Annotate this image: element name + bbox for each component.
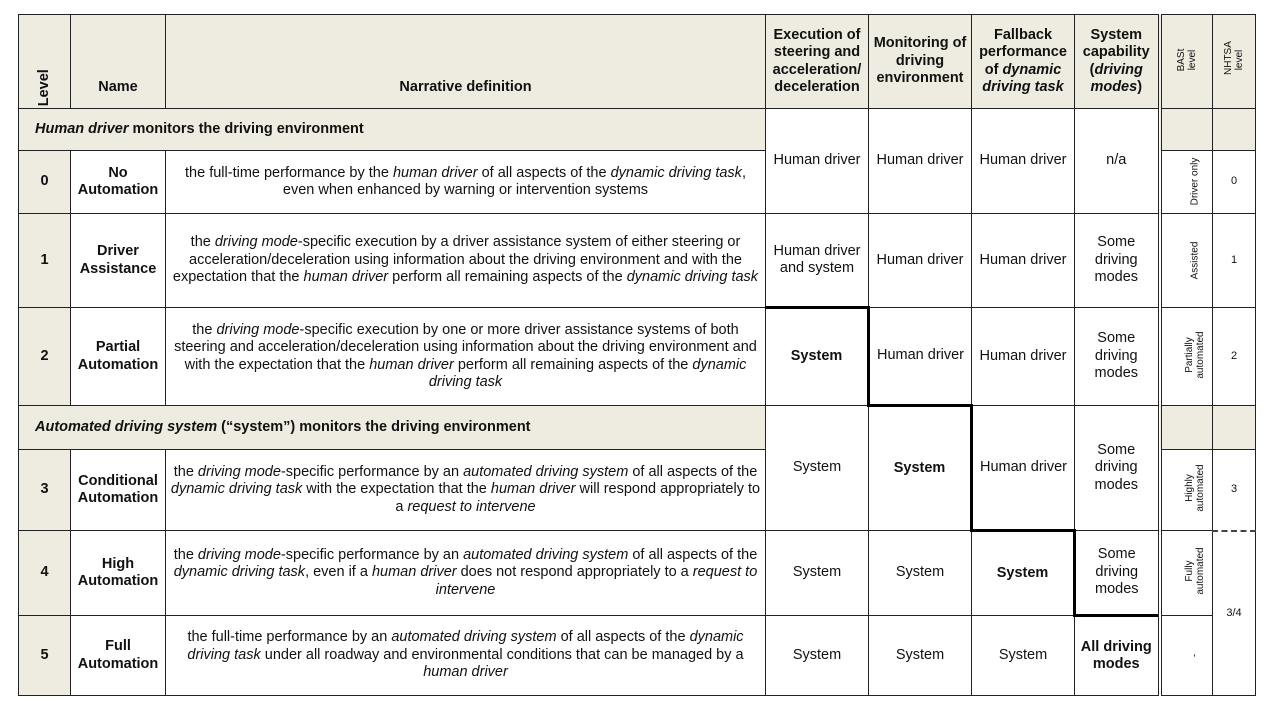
section-heading: Human driver monitors the driving environment bbox=[19, 109, 766, 151]
monitoring-cell: Human driver bbox=[869, 308, 972, 406]
defined-term: automated driving system bbox=[463, 463, 629, 480]
fallback-cell: Human driver bbox=[972, 308, 1075, 406]
monitoring-cell: System bbox=[869, 531, 972, 616]
narrative-text: the bbox=[173, 546, 198, 563]
section-row bbox=[19, 109, 1256, 151]
level-row bbox=[19, 531, 1256, 616]
nhtsa-level: 1 bbox=[1213, 214, 1256, 308]
execution-cell: Human driver and system bbox=[766, 214, 869, 308]
capability-cell: n/a bbox=[1075, 109, 1160, 214]
narrative-text: with the expectation that the bbox=[302, 481, 491, 498]
monitoring-cell: Human driver bbox=[869, 109, 972, 214]
bast-level: Assisted bbox=[1160, 214, 1213, 308]
defined-term: human driver bbox=[392, 164, 478, 181]
bast-blank bbox=[1160, 406, 1213, 450]
bast-level: Highly automated bbox=[1160, 450, 1213, 531]
narrative-text: the full-time performance by an bbox=[187, 629, 392, 646]
header-capability: System capability (driving modes) bbox=[1075, 15, 1160, 109]
narrative-definition bbox=[166, 151, 766, 214]
capability-cell: Some driving modes bbox=[1075, 308, 1160, 406]
narrative-text: under all roadway and environmental conditions that can be managed by a bbox=[260, 646, 744, 663]
defined-term: human driver bbox=[423, 664, 508, 681]
defined-term: dynamic driving task bbox=[428, 356, 747, 390]
narrative-text: of all aspects of the bbox=[556, 629, 690, 646]
defined-term: driving mode bbox=[197, 546, 281, 563]
level-number: 1 bbox=[19, 214, 71, 308]
defined-term: request to intervene bbox=[435, 564, 758, 598]
defined-term: driving mode bbox=[216, 321, 300, 338]
fallback-cell: Human driver bbox=[972, 406, 1075, 531]
narrative-text: will respond appropriately to a bbox=[395, 481, 761, 515]
defined-term: automated driving system bbox=[391, 629, 557, 646]
capability-cell: Some driving modes bbox=[1075, 406, 1160, 531]
narrative-text: , even when enhanced by warning or intervention systems bbox=[282, 164, 746, 198]
defined-term: human driver bbox=[371, 564, 457, 581]
narrative-text: the bbox=[192, 321, 217, 338]
level-number: 0 bbox=[19, 151, 71, 214]
defined-term: dynamic driving task bbox=[626, 269, 759, 286]
level-row bbox=[19, 214, 1256, 308]
capability-cell: Some driving modes bbox=[1075, 531, 1160, 616]
bast-level: Driver only bbox=[1160, 151, 1213, 214]
execution-cell: System bbox=[766, 531, 869, 616]
nhtsa-level: 3/4 bbox=[1213, 531, 1256, 696]
narrative-definition bbox=[166, 450, 766, 531]
fallback-cell: System bbox=[972, 531, 1075, 616]
execution-cell: System bbox=[766, 406, 869, 531]
narrative-text: -specific execution by a driver assistance system of either steering or acceleration/deceleration using information about the driving environment and with the expectation that the bbox=[172, 234, 742, 286]
header-fallback: Fallback performance of dynamic driving task bbox=[972, 15, 1075, 109]
narrative-text: does not respond appropriately to a bbox=[456, 564, 693, 581]
bast-level: - bbox=[1160, 616, 1213, 696]
narrative-definition bbox=[166, 531, 766, 616]
level-name: No Automation bbox=[71, 151, 166, 214]
header-narrative: Narrative definition bbox=[166, 15, 766, 109]
monitoring-cell: System bbox=[869, 406, 972, 531]
execution-cell: System bbox=[766, 308, 869, 406]
level-name: Conditional Automation bbox=[71, 450, 166, 531]
level-name: High Automation bbox=[71, 531, 166, 616]
defined-term: human driver bbox=[303, 269, 389, 286]
header-name: Name bbox=[71, 15, 166, 109]
narrative-text: the bbox=[173, 463, 198, 480]
defined-term: dynamic driving task bbox=[187, 629, 744, 663]
defined-term: human driver bbox=[490, 481, 576, 498]
narrative-text: the full-time performance by the bbox=[185, 164, 393, 181]
narrative-text: -specific performance by an bbox=[280, 546, 464, 563]
defined-term: request to intervene bbox=[407, 498, 536, 515]
defined-term: dynamic driving task bbox=[610, 164, 742, 181]
defined-term: driving mode bbox=[197, 463, 281, 480]
section-row bbox=[19, 406, 1256, 450]
capability-cell: Some driving modes bbox=[1075, 214, 1160, 308]
defined-term: dynamic driving task bbox=[173, 564, 306, 581]
level-number: 5 bbox=[19, 616, 71, 696]
header-execution: Execution of steering and acceleration/ deceleration bbox=[766, 15, 869, 109]
bast-level: Partially automated bbox=[1160, 308, 1213, 406]
bast-blank bbox=[1160, 109, 1213, 151]
automation-levels-table bbox=[18, 14, 1256, 696]
nhtsa-blank bbox=[1213, 406, 1256, 450]
narrative-text: perform all remaining aspects of the bbox=[388, 269, 627, 286]
level-row bbox=[19, 308, 1256, 406]
monitoring-cell: Human driver bbox=[869, 214, 972, 308]
level-name: Partial Automation bbox=[71, 308, 166, 406]
narrative-text: of all aspects of the bbox=[628, 463, 758, 480]
narrative-text: perform all remaining aspects of the bbox=[453, 356, 693, 373]
narrative-text: -specific execution by one or more driver assistance systems of both steering and acceleration/deceleration using information about the driving environment and with the expectation that the bbox=[174, 321, 757, 373]
fallback-cell: Human driver bbox=[972, 214, 1075, 308]
monitoring-cell: System bbox=[869, 616, 972, 696]
narrative-text: -specific performance by an bbox=[280, 463, 464, 480]
level-number: 4 bbox=[19, 531, 71, 616]
fallback-cell: Human driver bbox=[972, 109, 1075, 214]
defined-term: human driver bbox=[369, 356, 454, 373]
defined-term: dynamic driving task bbox=[170, 481, 303, 498]
level-name: Full Automation bbox=[71, 616, 166, 696]
level-row bbox=[19, 616, 1256, 696]
level-number: 2 bbox=[19, 308, 71, 406]
narrative-text: the bbox=[190, 234, 215, 251]
nhtsa-level: 3 bbox=[1213, 450, 1256, 531]
execution-cell: System bbox=[766, 616, 869, 696]
level-name: Driver Assistance bbox=[71, 214, 166, 308]
capability-cell: All driving modes bbox=[1075, 616, 1160, 696]
execution-cell: Human driver bbox=[766, 109, 869, 214]
defined-term: driving mode bbox=[214, 234, 298, 251]
narrative-text: , even if a bbox=[305, 564, 372, 581]
section-heading: Automated driving system (“system”) monitors the driving environment bbox=[19, 406, 766, 450]
defined-term: automated driving system bbox=[463, 546, 629, 563]
narrative-text: of all aspects of the bbox=[628, 546, 758, 563]
narrative-text: of all aspects of the bbox=[477, 164, 611, 181]
header-level: Level bbox=[19, 15, 71, 109]
narrative-definition bbox=[166, 616, 766, 696]
fallback-cell: System bbox=[972, 616, 1075, 696]
narrative-definition bbox=[166, 308, 766, 406]
level-number: 3 bbox=[19, 450, 71, 531]
header-nhtsa: NHTSA level bbox=[1213, 15, 1256, 109]
bast-level: Fully automated bbox=[1160, 531, 1213, 616]
header-monitoring: Monitoring of driving environment bbox=[869, 15, 972, 109]
nhtsa-blank bbox=[1213, 109, 1256, 151]
header-bast: BASt level bbox=[1160, 15, 1213, 109]
nhtsa-level: 0 bbox=[1213, 151, 1256, 214]
nhtsa-level: 2 bbox=[1213, 308, 1256, 406]
narrative-definition bbox=[166, 214, 766, 308]
